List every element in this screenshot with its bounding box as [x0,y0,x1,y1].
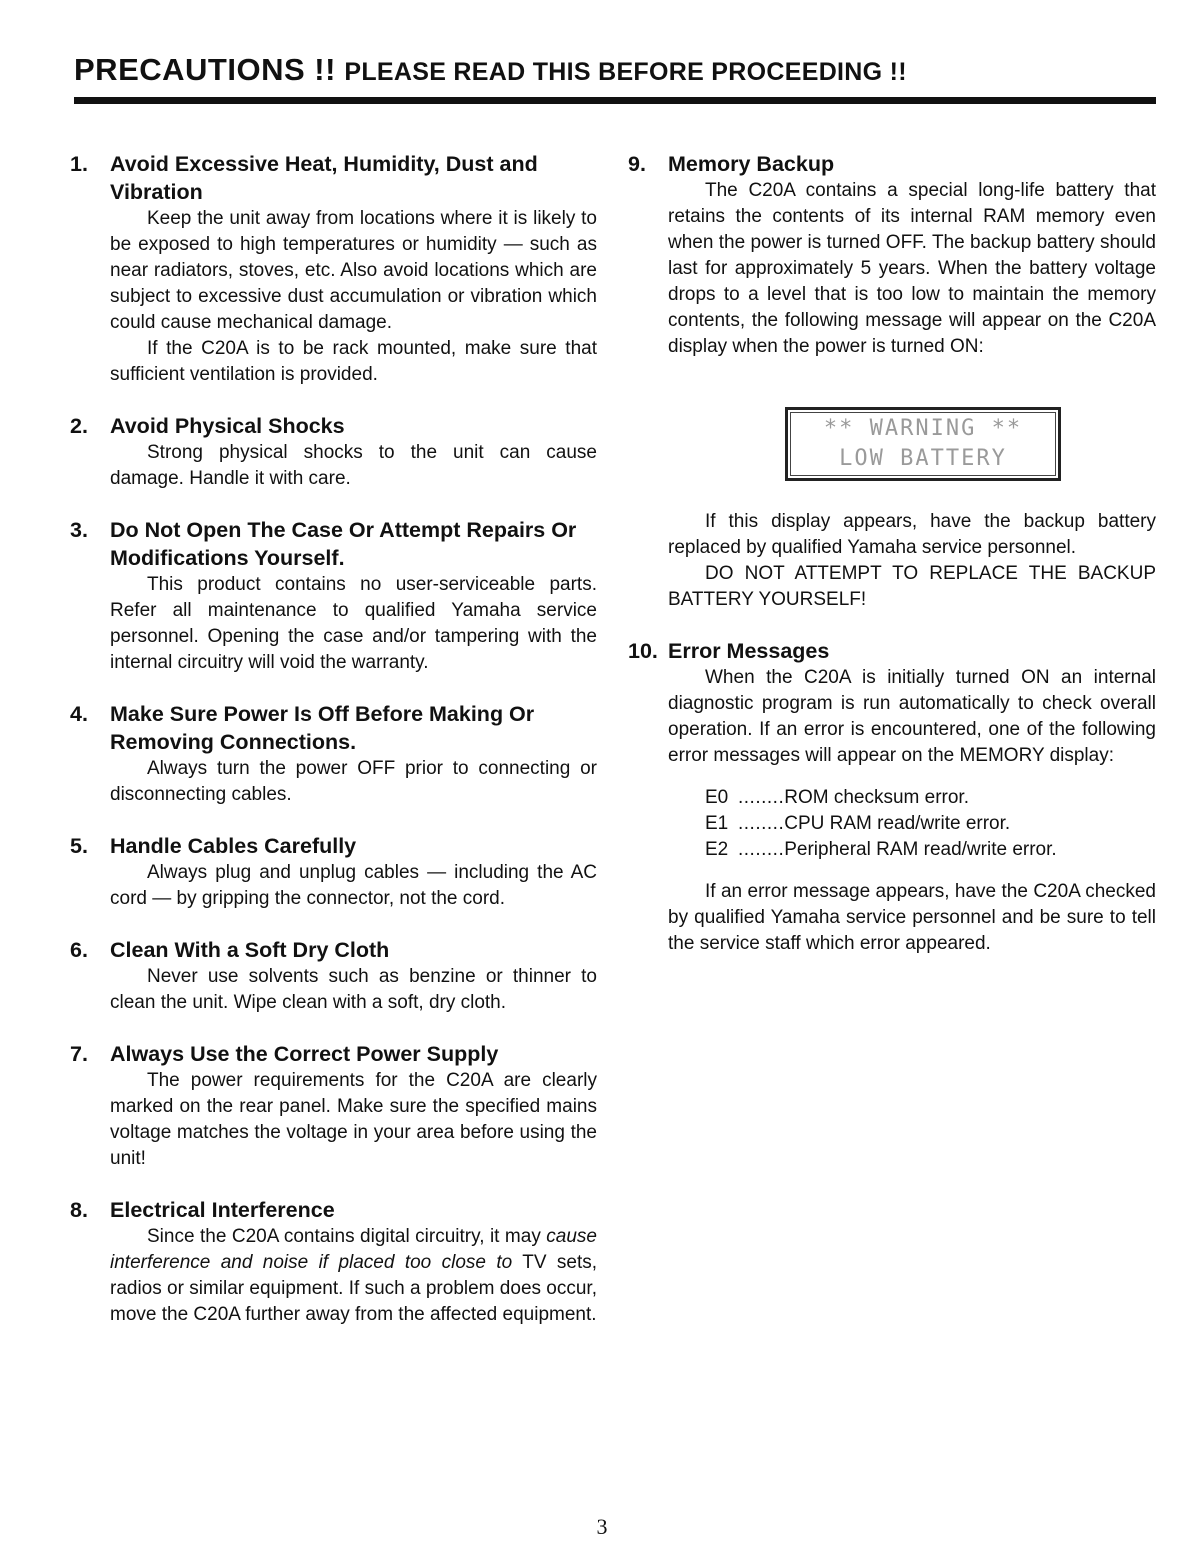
error-code: E2 [705,839,729,860]
section-title: Handle Cables Carefully [110,834,357,858]
page-subtitle: PLEASE READ THIS BEFORE PROCEEDING !! [344,58,907,86]
section-title: Make Sure Power Is Off Before Making Or Removing Connections. [110,702,535,754]
section-number: 9. [628,152,646,176]
section-power-supply [70,1040,597,1172]
page-title: PRECAUTIONS !! [74,52,336,87]
paragraph-italic: cause interference and noise if placed too close to [110,1226,597,1273]
section-memory-backup [628,150,1156,613]
section-do-not-open [70,516,597,676]
section-number: 2. [70,414,88,438]
section-paragraph: Always turn the power OFF prior to connecting or disconnecting cables. [110,758,597,805]
section-title: Always Use the Correct Power Supply [110,1042,499,1066]
section-paragraph: Always plug and unplug cables — including the AC cord — by gripping the connector, not the cord. [110,862,597,909]
section-title: Avoid Physical Shocks [110,414,345,438]
error-code: E1 [705,813,729,834]
section-title: Error Messages [668,639,830,663]
error-leader: ........ [738,839,785,860]
lcd-line-warning: ** WARNING ** [823,416,1023,441]
section-physical-shocks [70,412,597,492]
section-paragraph: If this display appears, have the backup battery replaced by qualified Yamaha service personnel. [668,511,1156,558]
left-column [70,150,597,1352]
section-number: 1. [70,152,88,176]
section-number: 3. [70,518,88,542]
section-heat-humidity [70,150,597,388]
section-paragraph: The power requirements for the C20A are clearly marked on the rear panel. Make sure the specified mains voltage matches the voltage in your area before using the unit! [110,1070,597,1169]
page-header [74,52,1156,88]
section-paragraph: Strong physical shocks to the unit can cause damage. Handle it with care. [110,442,597,489]
section-power-off [70,700,597,808]
section-paragraph: When the C20A is initially turned ON an internal diagnostic program is run automatically to check overall operation. If an error is encountered, one of the following error messages will appear on the MEMORY display: [668,667,1156,766]
error-code: E0 [705,787,729,808]
error-list [705,785,1156,863]
right-column [628,150,1156,981]
page-number: 3 [596,1514,608,1539]
paragraph-end: TV sets, radios or similar equipment. If such a problem does occur, move the C20A further away from the affected equipment. [110,1252,597,1325]
section-title: Clean With a Soft Dry Cloth [110,938,390,962]
section-error-messages [628,637,1156,957]
error-description: Peripheral RAM read/write error. [784,839,1057,860]
section-clean-cloth [70,936,597,1016]
section-number: 10. [628,639,658,663]
section-title: Memory Backup [668,152,835,176]
lcd-line-low-battery: LOW BATTERY [839,446,1007,471]
error-row [705,785,1156,811]
section-number: 7. [70,1042,88,1066]
error-row [705,837,1156,863]
section-number: 4. [70,702,88,726]
error-leader: ........ [738,787,785,808]
section-paragraph: This product contains no user-serviceable parts. Refer all maintenance to qualified Yamaha service personnel. Opening the case and/or tampering with the internal circuitry will void the warranty. [110,574,597,673]
section-handle-cables [70,832,597,912]
section-paragraph: Keep the unit away from locations where it is likely to be exposed to high temperatures or humidity — such as near radiators, stoves, etc. Also avoid locations which are subject to excessive dust accumulation or vibration which could cause mechanical damage. [110,208,597,333]
error-row [705,811,1156,837]
section-number: 8. [70,1198,88,1222]
section-title: Electrical Interference [110,1198,335,1222]
section-paragraph: The C20A contains a special long-life battery that retains the contents of its internal RAM memory even when the power is turned OFF. The backup battery should last for approximately 5 years. When the battery voltage drops to a level that is too low to maintain the memory contents, the following message will appear on the C20A display when the power is turned ON: [668,180,1156,357]
lcd-display [785,407,1061,481]
section-title: Do Not Open The Case Or Attempt Repairs Or Modifications Yourself. [110,518,577,570]
error-leader: ........ [738,813,785,834]
section-paragraph: If the C20A is to be rack mounted, make sure that sufficient ventilation is provided. [110,338,597,385]
paragraph-start: Since the C20A contains digital circuitry, it may [147,1226,541,1247]
section-electrical-interference [70,1196,597,1328]
lcd-display-figure [785,407,1156,481]
section-paragraph: Never use solvents such as benzine or thinner to clean the unit. Wipe clean with a soft, dry cloth. [110,966,597,1013]
section-paragraph: If an error message appears, have the C20A checked by qualified Yamaha service personnel and be sure to tell the service staff which error appeared. [668,881,1156,954]
section-paragraph [110,1224,597,1328]
section-title: Avoid Excessive Heat, Humidity, Dust and Vibration [110,152,538,204]
section-number: 6. [70,938,88,962]
error-description: ROM checksum error. [784,787,969,808]
section-paragraph: DO NOT ATTEMPT TO REPLACE THE BACKUP BATTERY YOURSELF! [668,563,1156,610]
error-description: CPU RAM read/write error. [784,813,1011,834]
header-rule [74,97,1156,104]
section-number: 5. [70,834,88,858]
